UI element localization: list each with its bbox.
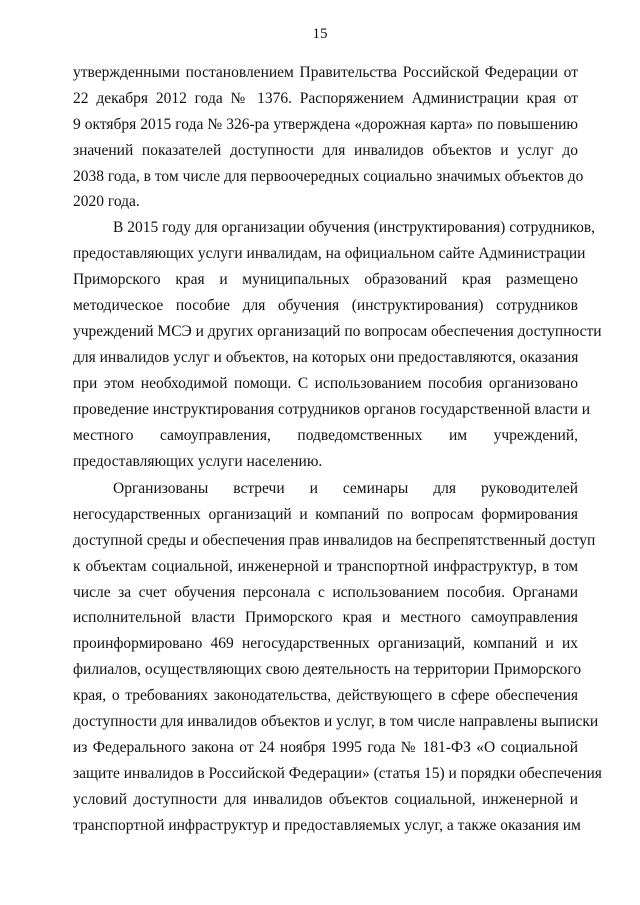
page-number: 15 — [312, 26, 328, 42]
text-line: проинформировано 469 негосударственных организаций, компаний и их — [73, 635, 578, 652]
text-line: 2020 года. — [73, 193, 140, 210]
text-line: транспортной инфраструктур и предоставляемых услуг, а также оказания им — [73, 817, 581, 834]
text-line: доступности для инвалидов объектов и услуг, в том числе направлены выписки — [73, 713, 599, 730]
text-line: доступной среды и обеспечения прав инвалидов на беспрепятственный доступ — [73, 532, 596, 549]
text-line: предоставляющих услуги инвалидам, на официальном сайте Администрации — [73, 245, 586, 262]
text-line: методическое пособие для обучения (инструктирования) сотрудников — [73, 297, 578, 314]
text-line: Организованы встречи и семинары для руководителей — [113, 480, 578, 497]
text-line: значений показателей доступности для инвалидов объектов и услуг до — [73, 142, 578, 159]
text-line: проведение инструктирования сотрудников органов государственной власти и — [73, 401, 591, 418]
text-line: из Федерального закона от 24 ноября 1995 года № 181-ФЗ «О социальной — [73, 739, 578, 756]
text-line: исполнительной власти Приморского края и местного самоуправления — [73, 609, 578, 626]
text-line: к объектам социальной, инженерной и транспортной инфраструктур, в том — [73, 558, 578, 575]
text-line: для инвалидов услуг и объектов, на которых они предоставляются, оказания — [73, 349, 579, 366]
text-line: 2038 года, в том числе для первоочередных социально значимых объектов до — [73, 168, 584, 185]
text-line: защите инвалидов в Российской Федерации» (статья 15) и порядки обеспечения — [73, 765, 602, 782]
text-line: при этом необходимой помощи. С использованием пособия организовано — [73, 375, 578, 392]
text-line: утвержденными постановлением Правительства Российской Федерации от — [73, 64, 578, 81]
text-line: учреждений МСЭ и других организаций по вопросам обеспечения доступности — [73, 323, 602, 340]
text-line: условий доступности для инвалидов объектов социальной, инженерной и — [73, 791, 578, 808]
text-line: края, о требованиях законодательства, действующего в сфере обеспечения — [73, 687, 578, 704]
text-line: В 2015 году для организации обучения (инструктирования) сотрудников, — [113, 219, 596, 236]
text-line: местного самоуправления, подведомственных им учреждений, — [73, 427, 578, 444]
text-line: 9 октября 2015 года № 326-ра утверждена «дорожная карта» по повышению — [73, 116, 578, 133]
text-line: Приморского края и муниципальных образований края размещено — [73, 271, 578, 288]
text-line: числе за счет обучения персонала с использованием пособия. Органами — [73, 584, 578, 601]
text-line: негосударственных организаций и компаний по вопросам формирования — [73, 506, 578, 523]
text-line: 22 декабря 2012 года № 1376. Распоряжением Администрации края от — [73, 90, 578, 107]
text-line: предоставляющих услуги населению. — [73, 453, 323, 470]
text-line: филиалов, осуществляющих свою деятельность на территории Приморского — [73, 661, 582, 678]
